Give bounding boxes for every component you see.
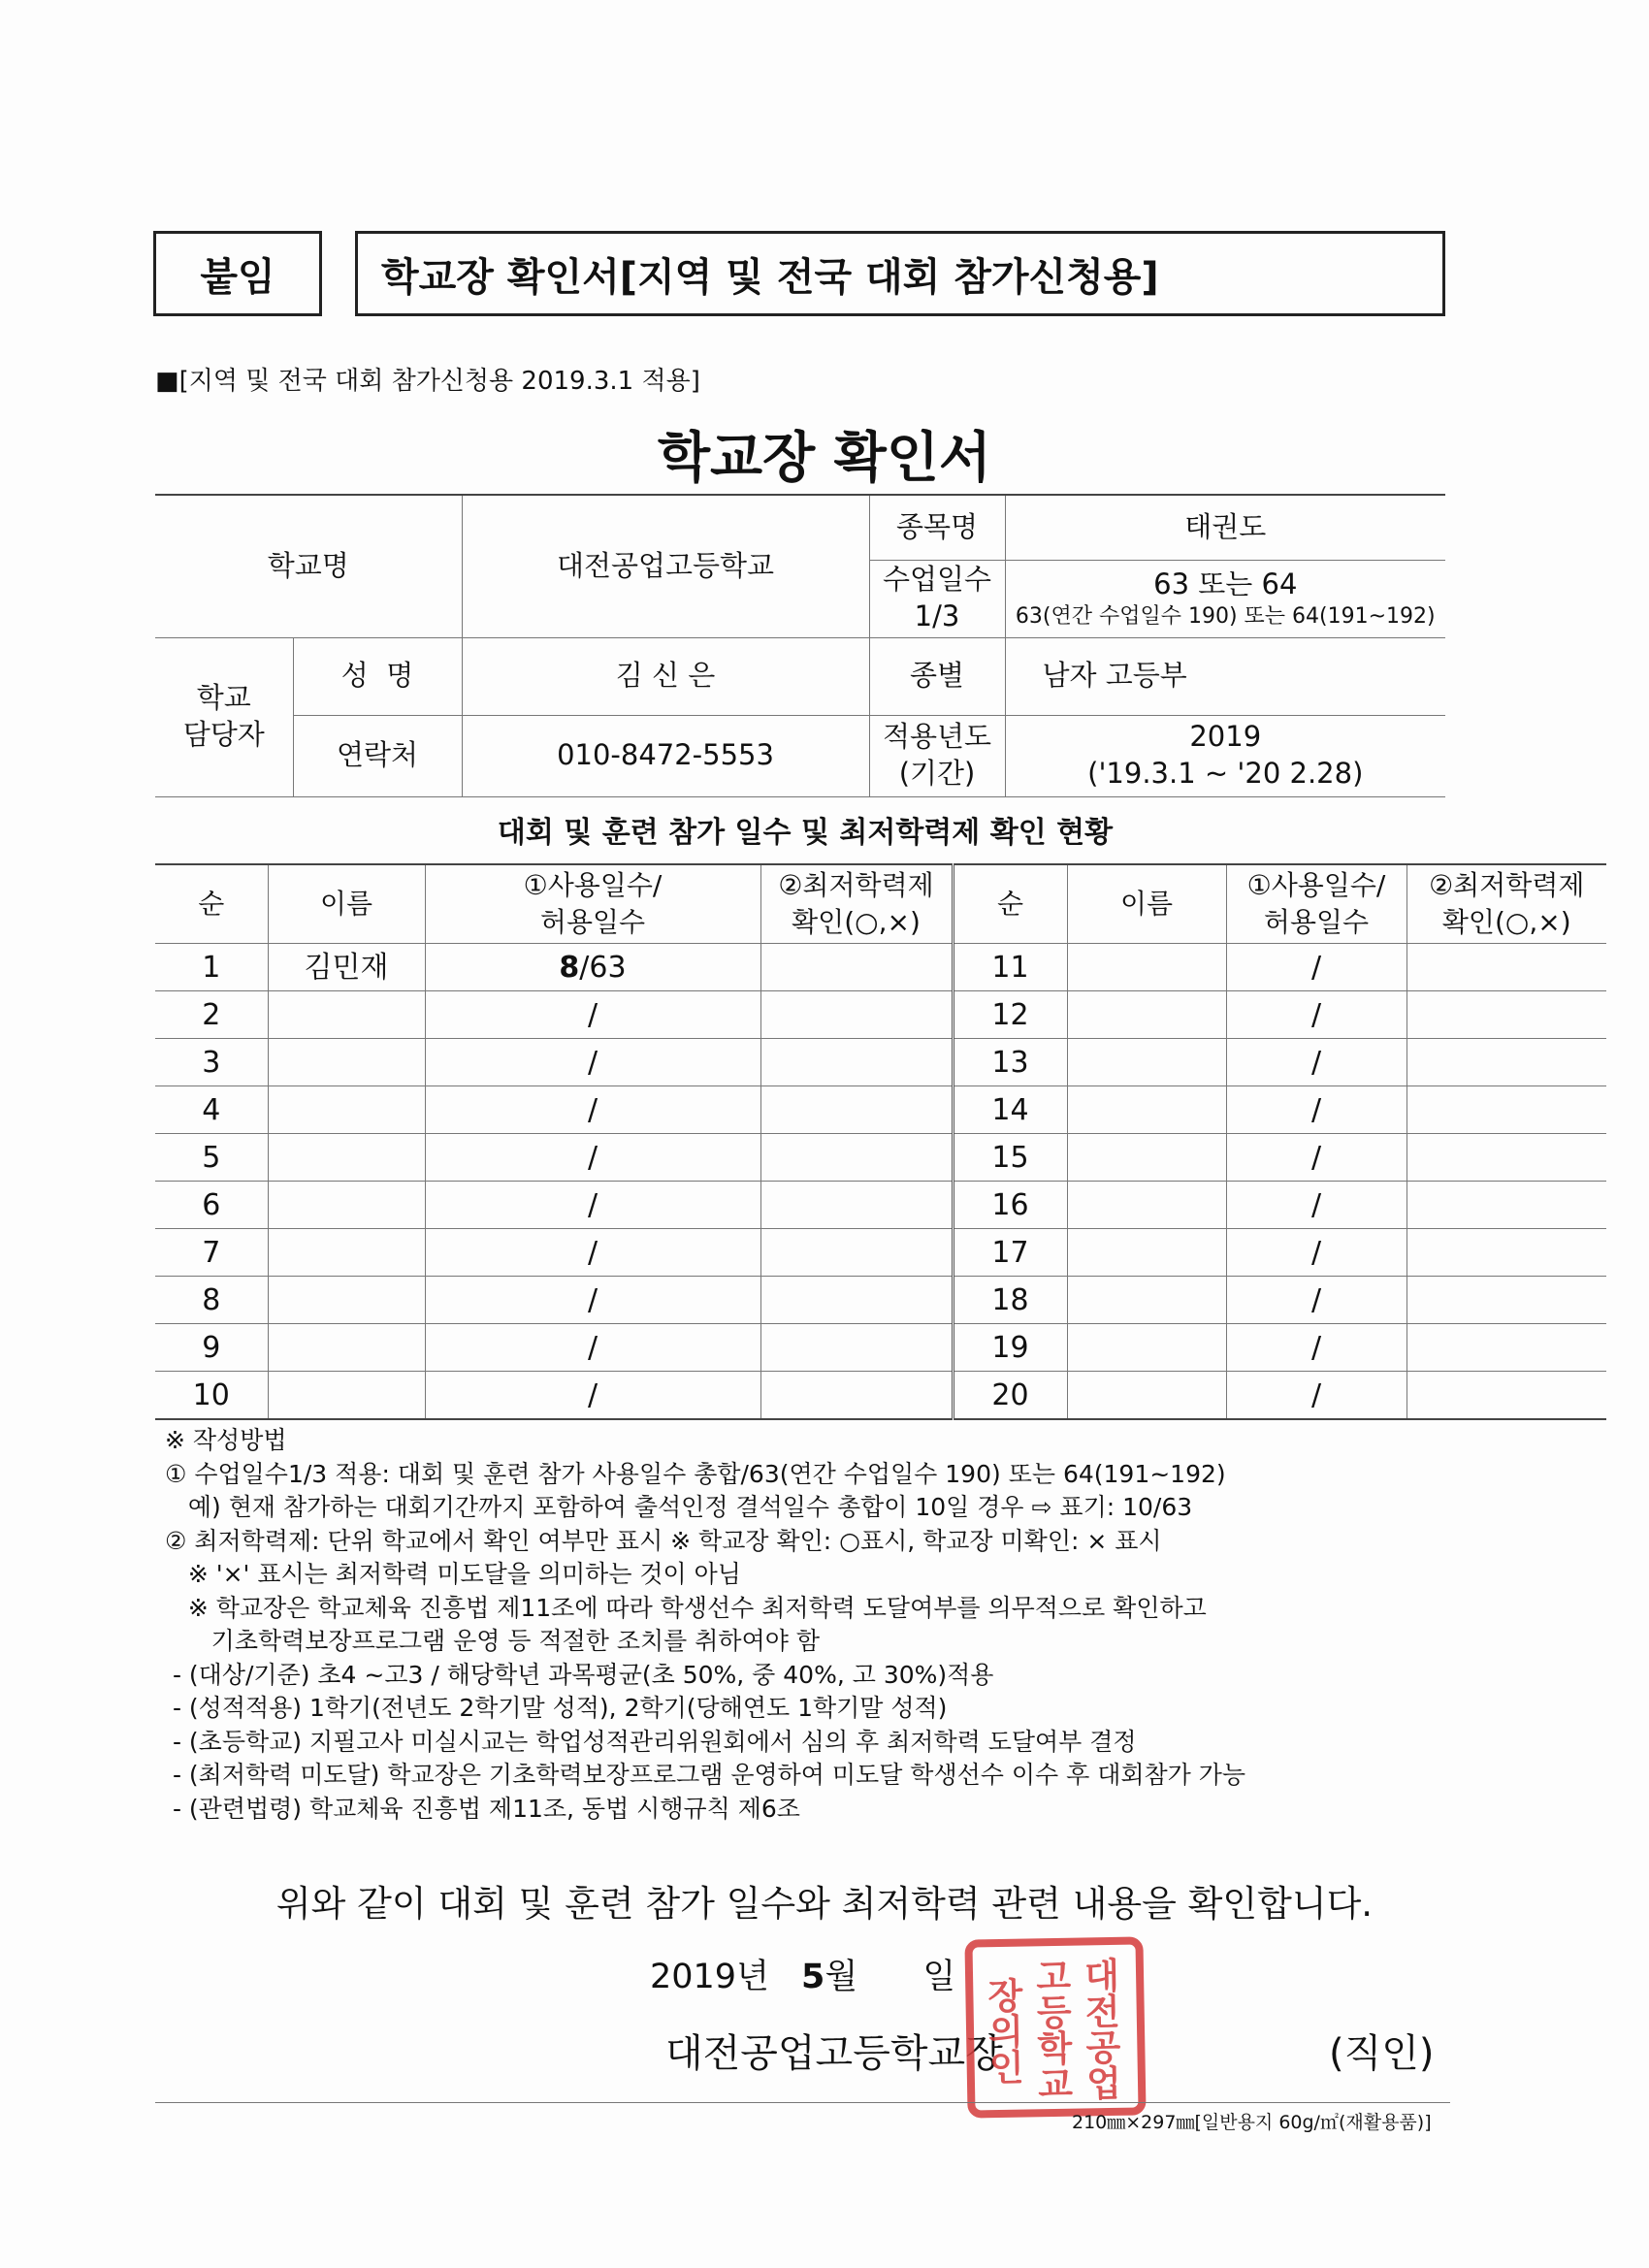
days-label bbox=[869, 560, 1005, 637]
note-line: ① 수업일수1/3 적용: 대회 및 훈련 참가 사용일수 총합/63(연간 수업일수 190) 또는 64(191~192) bbox=[165, 1459, 1226, 1488]
row-name bbox=[268, 1229, 425, 1277]
official-seal bbox=[964, 1936, 1146, 2118]
note-line: ※ 작성방법 bbox=[165, 1426, 287, 1454]
row-name-right bbox=[1067, 1134, 1226, 1182]
event-label: 종목명 bbox=[869, 495, 1005, 560]
date-line bbox=[650, 1950, 955, 1998]
row-check-right bbox=[1406, 1182, 1606, 1229]
note-line: 기초학력보장프로그램 운영 등 적절한 조치를 취하여야 함 bbox=[165, 1627, 820, 1655]
row-no-right: 20 bbox=[953, 1372, 1067, 1420]
col-days-right-line2: 허용일수 bbox=[1263, 906, 1370, 938]
col-check-right bbox=[1406, 864, 1606, 944]
row-check bbox=[760, 944, 953, 991]
row-no: 5 bbox=[155, 1134, 268, 1182]
row-days-right: / bbox=[1226, 1277, 1406, 1324]
row-days-right: / bbox=[1226, 1324, 1406, 1372]
row-check-right bbox=[1406, 1372, 1606, 1420]
table-row bbox=[155, 1324, 1606, 1372]
date-day-unit: 일 bbox=[922, 1958, 956, 1996]
note-line: ※ '×' 표시는 최저학력 미도달을 의미하는 것이 아님 bbox=[165, 1560, 741, 1588]
row-no: 9 bbox=[155, 1324, 268, 1372]
row-no: 1 bbox=[155, 944, 268, 991]
col-no: 순 bbox=[155, 864, 268, 944]
col-check-right-line2: 확인(○,×) bbox=[1441, 906, 1571, 938]
year-value-line1: 2019 bbox=[1189, 720, 1262, 754]
row-days-allowed: / bbox=[587, 1045, 598, 1080]
row-days bbox=[425, 1324, 760, 1372]
year-label-line1: 적용년도 bbox=[882, 720, 992, 754]
col-check-line2: 확인(○,×) bbox=[792, 906, 921, 938]
table-row bbox=[155, 944, 1606, 991]
row-name bbox=[268, 991, 425, 1039]
col-days-line1: ①사용일수/ bbox=[523, 869, 663, 902]
row-check-right bbox=[1406, 1134, 1606, 1182]
participation-table bbox=[155, 863, 1606, 1420]
row-no: 4 bbox=[155, 1086, 268, 1134]
row-days-used: 8 bbox=[559, 950, 580, 985]
row-no-right: 17 bbox=[953, 1229, 1067, 1277]
days-value-line1: 63 또는 64 bbox=[1153, 567, 1298, 600]
row-name-right bbox=[1067, 1229, 1226, 1277]
table-row bbox=[155, 991, 1606, 1039]
days-value bbox=[1005, 560, 1445, 637]
row-check-right bbox=[1406, 1039, 1606, 1086]
row-days-allowed: / bbox=[587, 997, 598, 1032]
note-line: - (대상/기준) 초4 ~고3 / 해당학년 과목평균(초 50%, 중 40%, 고 30%)적용 bbox=[165, 1660, 994, 1689]
seal-note: (직인) bbox=[1329, 2031, 1435, 2076]
row-check-right bbox=[1406, 1324, 1606, 1372]
row-no-right: 11 bbox=[953, 944, 1067, 991]
section-title: 대회 및 훈련 참가 일수 및 최저학력제 확인 현황 bbox=[497, 816, 1114, 850]
info-table bbox=[155, 494, 1445, 797]
days-label-line1: 수업일수 bbox=[882, 563, 992, 597]
date-year: 2019년 bbox=[650, 1958, 769, 1996]
attachment-box bbox=[153, 231, 322, 316]
manager-label-line2: 담당자 bbox=[182, 718, 265, 751]
manager-label bbox=[155, 637, 293, 796]
col-check-line1: ②최저학력제 bbox=[778, 869, 934, 902]
contact-label: 연락처 bbox=[293, 715, 462, 796]
row-name bbox=[268, 1182, 425, 1229]
note-line: ② 최저학력제: 단위 학교에서 확인 여부만 표시 ※ 학교장 확인: ○표시, 학교장 미확인: × 표시 bbox=[165, 1526, 1162, 1555]
school-name-label: 학교명 bbox=[155, 495, 462, 637]
confirm-statement: 위와 같이 대회 및 훈련 참가 일수와 최저학력 관련 내용을 확인합니다. bbox=[275, 1883, 1374, 1925]
row-check bbox=[760, 991, 953, 1039]
table-row bbox=[155, 1229, 1606, 1277]
row-days-allowed: / bbox=[587, 1092, 598, 1127]
row-days bbox=[425, 944, 760, 991]
title-box-text: 학교장 확인서[지역 및 전국 대회 참가신청용] bbox=[381, 254, 1159, 300]
row-name bbox=[268, 1134, 425, 1182]
row-days bbox=[425, 991, 760, 1039]
note-line: - (관련법령) 학교체육 진흥법 제11조, 동법 시행규칙 제6조 bbox=[165, 1794, 800, 1823]
row-days-right: / bbox=[1226, 1134, 1406, 1182]
paper-spec: 210㎜×297㎜[일반용지 60g/㎡(재활용품)] bbox=[1072, 2112, 1432, 2133]
col-no-right: 순 bbox=[953, 864, 1067, 944]
row-name-right bbox=[1067, 1086, 1226, 1134]
row-check-right bbox=[1406, 991, 1606, 1039]
table-row bbox=[155, 1182, 1606, 1229]
row-days-allowed: / bbox=[587, 1187, 598, 1222]
row-name bbox=[268, 1372, 425, 1420]
row-name bbox=[268, 1086, 425, 1134]
row-days bbox=[425, 1277, 760, 1324]
document-title: 학교장 확인서 bbox=[657, 427, 992, 490]
attachment-label: 붙임 bbox=[200, 254, 275, 300]
row-no-right: 15 bbox=[953, 1134, 1067, 1182]
row-check-right bbox=[1406, 1229, 1606, 1277]
row-no-right: 14 bbox=[953, 1086, 1067, 1134]
row-name-right bbox=[1067, 1324, 1226, 1372]
row-no: 10 bbox=[155, 1372, 268, 1420]
row-days bbox=[425, 1229, 760, 1277]
row-days bbox=[425, 1372, 760, 1420]
footer-rule bbox=[155, 2102, 1450, 2103]
table-row bbox=[155, 1086, 1606, 1134]
col-name-right: 이름 bbox=[1067, 864, 1226, 944]
event-value: 태권도 bbox=[1005, 495, 1445, 560]
row-days bbox=[425, 1134, 760, 1182]
row-check bbox=[760, 1134, 953, 1182]
name-label: 성 명 bbox=[293, 637, 462, 715]
row-days-right: / bbox=[1226, 1372, 1406, 1420]
signature-school: 대전공업고등학교장 bbox=[665, 2031, 1003, 2076]
row-days-allowed: / bbox=[587, 1235, 598, 1270]
row-days-right: / bbox=[1226, 1229, 1406, 1277]
row-check bbox=[760, 1324, 953, 1372]
year-label bbox=[869, 715, 1005, 796]
row-days bbox=[425, 1039, 760, 1086]
note-line: - (최저학력 미도달) 학교장은 기초학력보장프로그램 운영하여 미도달 학생선수 이수 후 대회참가 가능 bbox=[165, 1761, 1246, 1789]
manager-name: 김 신 은 bbox=[462, 637, 869, 715]
year-label-line2: (기간) bbox=[898, 757, 976, 790]
row-check bbox=[760, 1039, 953, 1086]
school-name: 대전공업고등학교 bbox=[462, 495, 869, 637]
table-row bbox=[155, 1134, 1606, 1182]
row-no: 7 bbox=[155, 1229, 268, 1277]
writing-instructions bbox=[165, 1424, 1465, 1826]
row-name-right bbox=[1067, 1182, 1226, 1229]
row-no: 2 bbox=[155, 991, 268, 1039]
note-line: ※ 학교장은 학교체육 진흥법 제11조에 따라 학생선수 최저학력 도달여부를 의무적으로 확인하고 bbox=[165, 1593, 1207, 1622]
row-check bbox=[760, 1086, 953, 1134]
row-days-allowed: / bbox=[587, 1140, 598, 1175]
row-days-allowed: / bbox=[587, 1282, 598, 1317]
seal-text: 대전공업고등학교장의인 bbox=[981, 1956, 1122, 2102]
col-days-line2: 허용일수 bbox=[539, 906, 646, 938]
subtitle: ■[지역 및 전국 대회 참가신청용 2019.3.1 적용] bbox=[155, 367, 700, 396]
row-no-right: 12 bbox=[953, 991, 1067, 1039]
row-check-right bbox=[1406, 944, 1606, 991]
days-label-line2: 1/3 bbox=[914, 599, 960, 632]
date-month-value: 5 bbox=[801, 1958, 825, 1996]
row-name-right bbox=[1067, 1277, 1226, 1324]
row-days-allowed: / bbox=[587, 1377, 598, 1412]
row-days bbox=[425, 1182, 760, 1229]
row-no-right: 18 bbox=[953, 1277, 1067, 1324]
table-row bbox=[155, 1039, 1606, 1086]
row-check bbox=[760, 1229, 953, 1277]
row-name bbox=[268, 1324, 425, 1372]
col-check-right-line1: ②최저학력제 bbox=[1429, 869, 1585, 902]
row-check bbox=[760, 1182, 953, 1229]
row-days-right: / bbox=[1226, 1182, 1406, 1229]
row-name: 김민재 bbox=[268, 944, 425, 991]
row-check-right bbox=[1406, 1086, 1606, 1134]
table-row bbox=[155, 1277, 1606, 1324]
note-line: - (초등학교) 지필고사 미실시교는 학업성적관리위원회에서 심의 후 최저학력 도달여부 결정 bbox=[165, 1727, 1137, 1756]
row-no-right: 19 bbox=[953, 1324, 1067, 1372]
row-name-right bbox=[1067, 991, 1226, 1039]
row-days bbox=[425, 1086, 760, 1134]
row-days-right: / bbox=[1226, 944, 1406, 991]
row-name bbox=[268, 1039, 425, 1086]
row-days-allowed: / bbox=[587, 1330, 598, 1365]
title-box bbox=[355, 231, 1445, 316]
division-label: 종별 bbox=[869, 637, 1005, 715]
row-days-right: / bbox=[1226, 991, 1406, 1039]
row-days-right: / bbox=[1226, 1086, 1406, 1134]
row-check-right bbox=[1406, 1277, 1606, 1324]
row-check bbox=[760, 1372, 953, 1420]
contact-value: 010-8472-5553 bbox=[462, 715, 869, 796]
col-days bbox=[425, 864, 760, 944]
col-days-right-line1: ①사용일수/ bbox=[1246, 869, 1386, 902]
row-days-right: / bbox=[1226, 1039, 1406, 1086]
date-month-unit: 월 bbox=[824, 1958, 858, 1996]
row-days-allowed: /63 bbox=[579, 950, 627, 985]
manager-label-line1: 학교 bbox=[196, 681, 251, 715]
col-days-right bbox=[1226, 864, 1406, 944]
col-check bbox=[760, 864, 953, 944]
row-no: 8 bbox=[155, 1277, 268, 1324]
year-value-line2: ('19.3.1 ~ '20 2.28) bbox=[1087, 757, 1364, 790]
row-name-right bbox=[1067, 1039, 1226, 1086]
row-no: 3 bbox=[155, 1039, 268, 1086]
note-line: 예) 현재 참가하는 대회기간까지 포함하여 출석인정 결석일수 총합이 10일 경우 ⇨ 표기: 10/63 bbox=[165, 1493, 1193, 1521]
row-no-right: 16 bbox=[953, 1182, 1067, 1229]
row-no-right: 13 bbox=[953, 1039, 1067, 1086]
days-value-line2: 63(연간 수업일수 190) 또는 64(191~192) bbox=[1015, 603, 1436, 629]
year-value bbox=[1005, 715, 1445, 796]
note-line: - (성적적용) 1학기(전년도 2학기말 성적), 2학기(당해연도 1학기말 성적) bbox=[165, 1694, 948, 1722]
row-name bbox=[268, 1277, 425, 1324]
col-name: 이름 bbox=[268, 864, 425, 944]
table-row bbox=[155, 1372, 1606, 1420]
row-name-right bbox=[1067, 1372, 1226, 1420]
row-check bbox=[760, 1277, 953, 1324]
division-value: 남자 고등부 bbox=[1005, 637, 1445, 715]
row-name-right bbox=[1067, 944, 1226, 991]
row-no: 6 bbox=[155, 1182, 268, 1229]
